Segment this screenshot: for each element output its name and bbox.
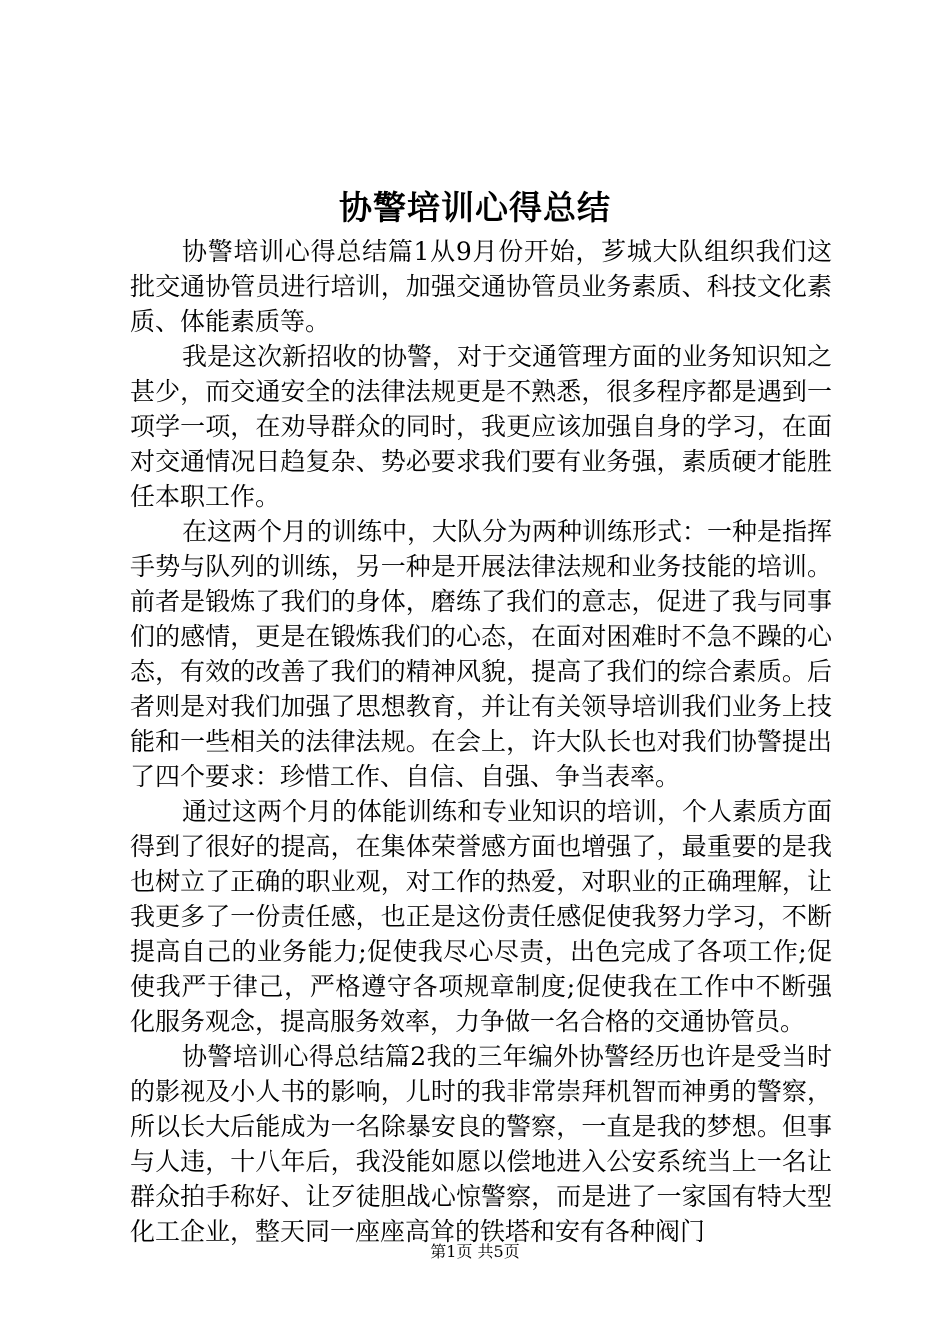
document-body bbox=[130, 234, 832, 1249]
paragraph-1: 协警培训心得总结篇1从9月份开始，芗城大队组织我们这批交通协管员进行培训，加强交通协管员业务素质、科技文化素质、体能素质等。 bbox=[130, 237, 832, 336]
paragraph-2: 我是这次新招收的协警，对于交通管理方面的业务知识知之甚少，而交通安全的法律法规更是不熟悉，很多程序都是遇到一项学一项，在劝导群众的同时，我更应该加强自身的学习，在面对交通情况日趋复杂、势必要求我们要有业务强，素质硬才能胜任本职工作。 bbox=[130, 342, 833, 511]
paragraph-3: 在这两个月的训练中，大队分为两种训练形式：一种是指挥手势与队列的训练，另一种是开展法律法规和业务技能的培训。前者是锻炼了我们的身体，磨练了我们的意志，促进了我与同事们的感情，更是在锻炼我们的心态，在面对困难时不急不躁的心态，有效的改善了我们的精神风貌，提高了我们的综合素质。后者则是对我们加强了思想教育，并让有关领导培训我们业务上技能和一些相关的法律法规。在会上，许大队长也对我们协警提出了四个要求：珍惜工作、自信、自强、争当表率。 bbox=[130, 517, 833, 791]
document-title: 协警培训心得总结 bbox=[339, 188, 611, 227]
paragraph-4: 通过这两个月的体能训练和专业知识的培训，个人素质方面得到了很好的提高，在集体荣誉感方面也增强了，最重要的是我也树立了正确的职业观，对工作的热爱，对职业的正确理解，让我更多了一份责任感，也正是这份责任感促使我努力学习，不断提高自己的业务能力;促使我尽心尽责，出色完成了各项工作;促使我严于律己，严格遵守各项规章制度;促使我在工作中不断强化服务观念，提高服务效率，力争做一名合格的交通协管员。 bbox=[130, 797, 833, 1036]
paragraph-5: 协警培训心得总结篇2我的三年编外协警经历也许是受当时的影视及小人书的影响，儿时的我非常崇拜机智而神勇的警察，所以长大后能成为一名除暴安良的警察，一直是我的梦想。但事与人违，十八年后，我没能如愿以偿地进入公安系统当上一名让群众拍手称好、让歹徒胆战心惊警察，而是进了一家国有特大型化工企业，整天同一座座高耸的铁塔和安有各种阀门 bbox=[130, 1042, 832, 1246]
page-number-footer: 第1页 共5页 bbox=[430, 1242, 520, 1261]
